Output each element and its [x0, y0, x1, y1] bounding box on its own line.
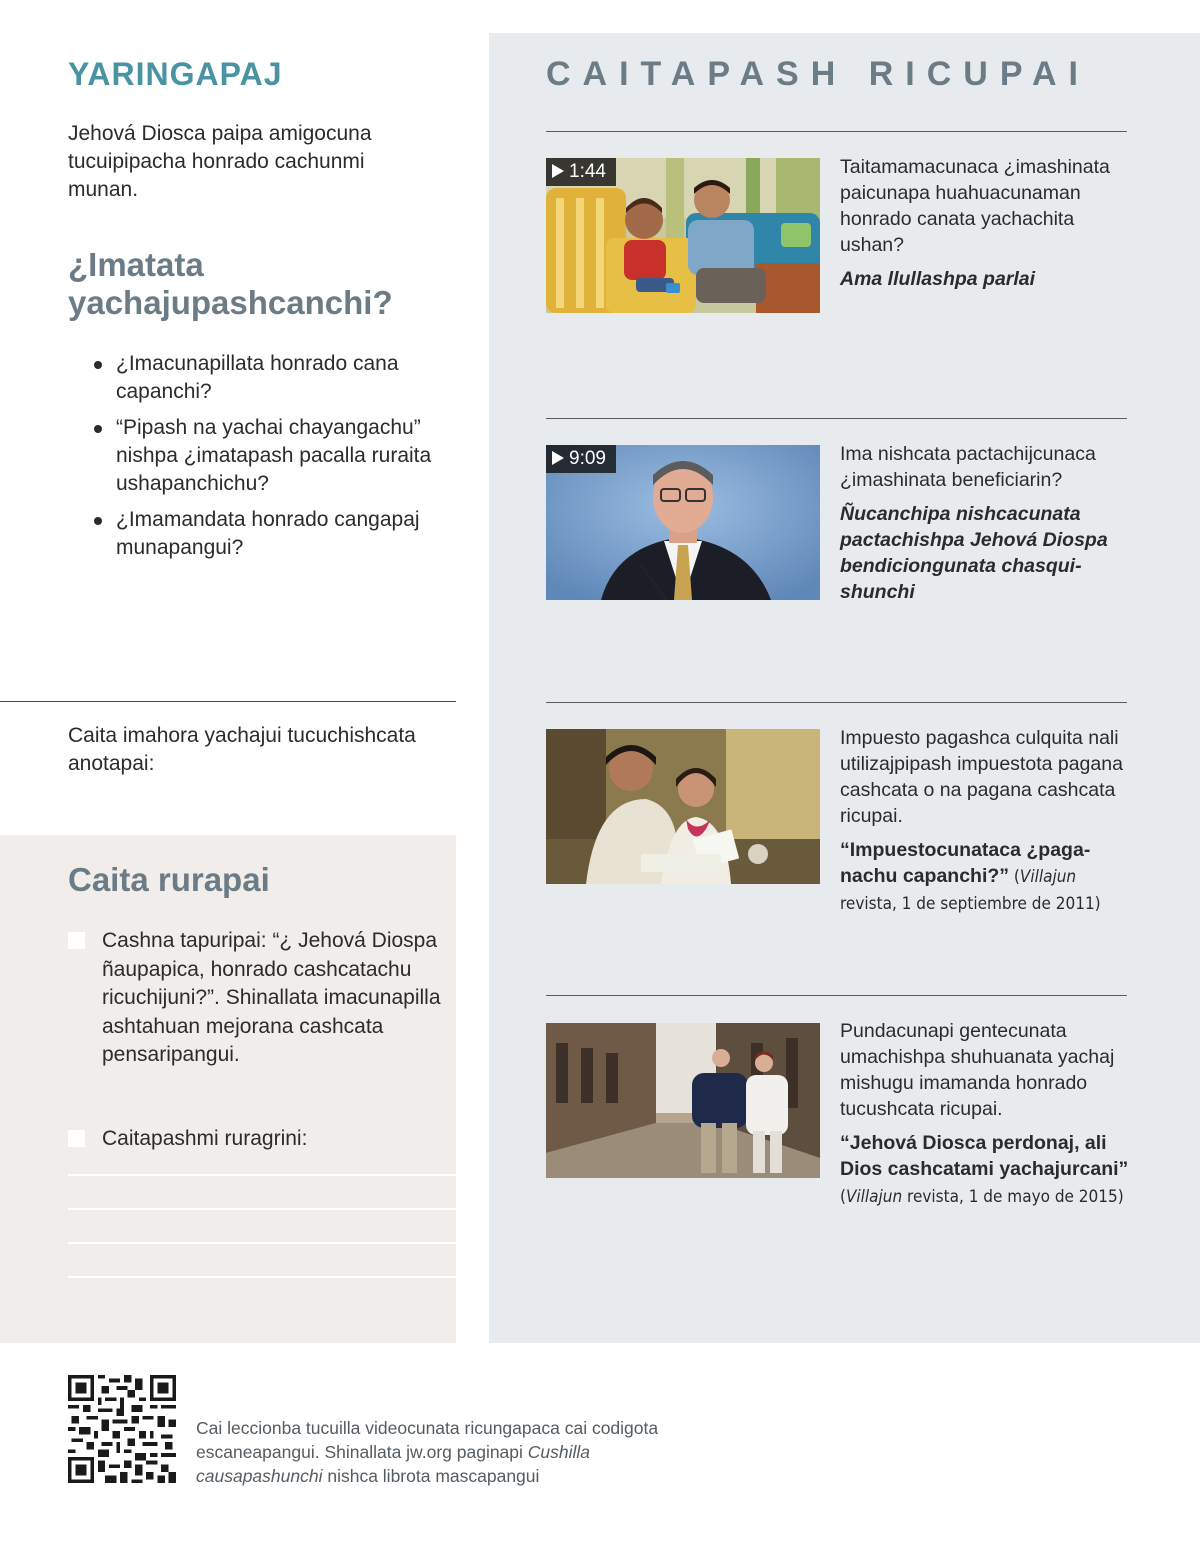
entry-text: [840, 1018, 1130, 1210]
explore-panel: [489, 33, 1200, 1343]
completion-note: Caita imahora yachajui tucuchishcata anotapai:: [68, 724, 416, 775]
book-title: Cushilla causapashunchi: [196, 1442, 591, 1486]
checkbox[interactable]: [68, 1130, 85, 1147]
writing-line[interactable]: [68, 1242, 456, 1244]
video-title-link[interactable]: Ñucanchipa nishcacunata pactachishpa Jehová Diospa bendiciongunata chasquishunchi: [840, 503, 1108, 603]
play-icon: [552, 164, 564, 178]
magazine-name: Villajun: [845, 1187, 903, 1207]
divider: [546, 131, 1127, 132]
issue-date: revista, 1 de mayo de 2015): [902, 1187, 1124, 1207]
footer-text: Cai leccionba tucuilla videocunata ricungapaca cai codigota escaneapangui. Shinallata jw.org paginapi Cushilla causapashunchi nishca librota mascapangui: [196, 1418, 659, 1486]
writing-line[interactable]: [68, 1208, 456, 1210]
review-item: ¿Imacunapillata honrado cana capanchi?: [90, 350, 450, 406]
article-title-link[interactable]: “Jehová Diosca perdonaj, ali Dios cashcatami yachajurcani”: [840, 1132, 1129, 1180]
explore-heading: CAITAPASH RICUPAI: [546, 55, 1090, 93]
summary-text: Jehová Diosca paipa amigocuna tucuipipacha honrado cachunmi munan.: [68, 122, 372, 201]
issue-date: revista, 1 de septiembre de 2011): [840, 894, 1101, 914]
article-image[interactable]: [546, 1023, 820, 1178]
task-label: Cashna tapuripai: “¿ Jehová Diospa ñaupapica, honrado cashcatachu ricuchijuni?”. Shinallata imacunapilla ashtahuan mejorana cashcata pensaripangui.: [102, 929, 441, 1066]
play-icon: [552, 451, 564, 465]
entry-question: Impuesto pagashca culquita nali utilizajpipash impuestota pagana cashcata o na pagana cashcata ricupai.: [840, 727, 1123, 827]
task-item: [68, 927, 448, 1070]
video-title-link[interactable]: Ama llullashpa parlai: [840, 268, 1036, 290]
left-column: [0, 0, 456, 1343]
video-thumbnail[interactable]: [546, 445, 820, 600]
couple-walking-street-photo: [546, 1023, 820, 1178]
review-list: [90, 350, 450, 570]
divider: [546, 418, 1127, 419]
summary-heading: YARINGAPAJ: [68, 56, 283, 92]
divider: [546, 995, 1127, 996]
review-item: ¿Imamandata honrado cangapaj munapangui?: [90, 506, 450, 562]
magazine-name: Villajun: [1019, 867, 1077, 887]
writing-line[interactable]: [68, 1174, 456, 1176]
qr-code-icon[interactable]: [68, 1375, 176, 1483]
task-box: [0, 835, 456, 1343]
video-thumbnail[interactable]: [546, 158, 820, 313]
review-item: “Pipash na yachai chayangachu” nishpa ¿imatapash pacalla ruraita ushapanchichu?: [90, 414, 450, 498]
article-title-link[interactable]: “Impuestocunataca ¿paganachu capanchi?”: [840, 839, 1091, 887]
article-image[interactable]: [546, 729, 820, 884]
article-reference: “Jehová Diosca perdonaj, ali Dios cashcatami yachajurcani” (Villajun revista, 1 de mayo de 2015): [840, 1132, 1129, 1207]
task-label: Caitapashmi ruragrini:: [102, 1127, 308, 1150]
task-heading: Caita rurapai: [68, 861, 270, 898]
couple-reviewing-papers-photo: [546, 729, 820, 884]
video-duration-badge: 1:44: [546, 158, 616, 186]
checkbox[interactable]: [68, 932, 85, 949]
video-duration-badge: 9:09: [546, 445, 616, 473]
left-divider: [0, 701, 456, 702]
task-item: [68, 1125, 448, 1154]
article-reference: “Impuestocunataca ¿paganachu capanchi?” (Villajun revista, 1 de septiembre de 2011): [840, 839, 1101, 914]
entry-question: Pundacunapi gentecunata umachishpa shuhuanata yachaj mishugu imamanda honrado tucushcata ricupai.: [840, 1020, 1115, 1120]
writing-line[interactable]: [68, 1276, 456, 1278]
entry-text: [840, 725, 1130, 917]
entry-text: [840, 154, 1130, 292]
review-heading: ¿Imatata yachajupashcanchi?: [68, 246, 393, 321]
divider: [546, 702, 1127, 703]
entry-text: [840, 441, 1130, 605]
entry-question: Taitamamacunaca ¿imashinata paicunapa huahuacunaman honrado canata yachachita ushan?: [840, 156, 1110, 256]
entry-question: Ima nishcata pactachijcunaca ¿imashinata beneficiarin?: [840, 443, 1096, 491]
